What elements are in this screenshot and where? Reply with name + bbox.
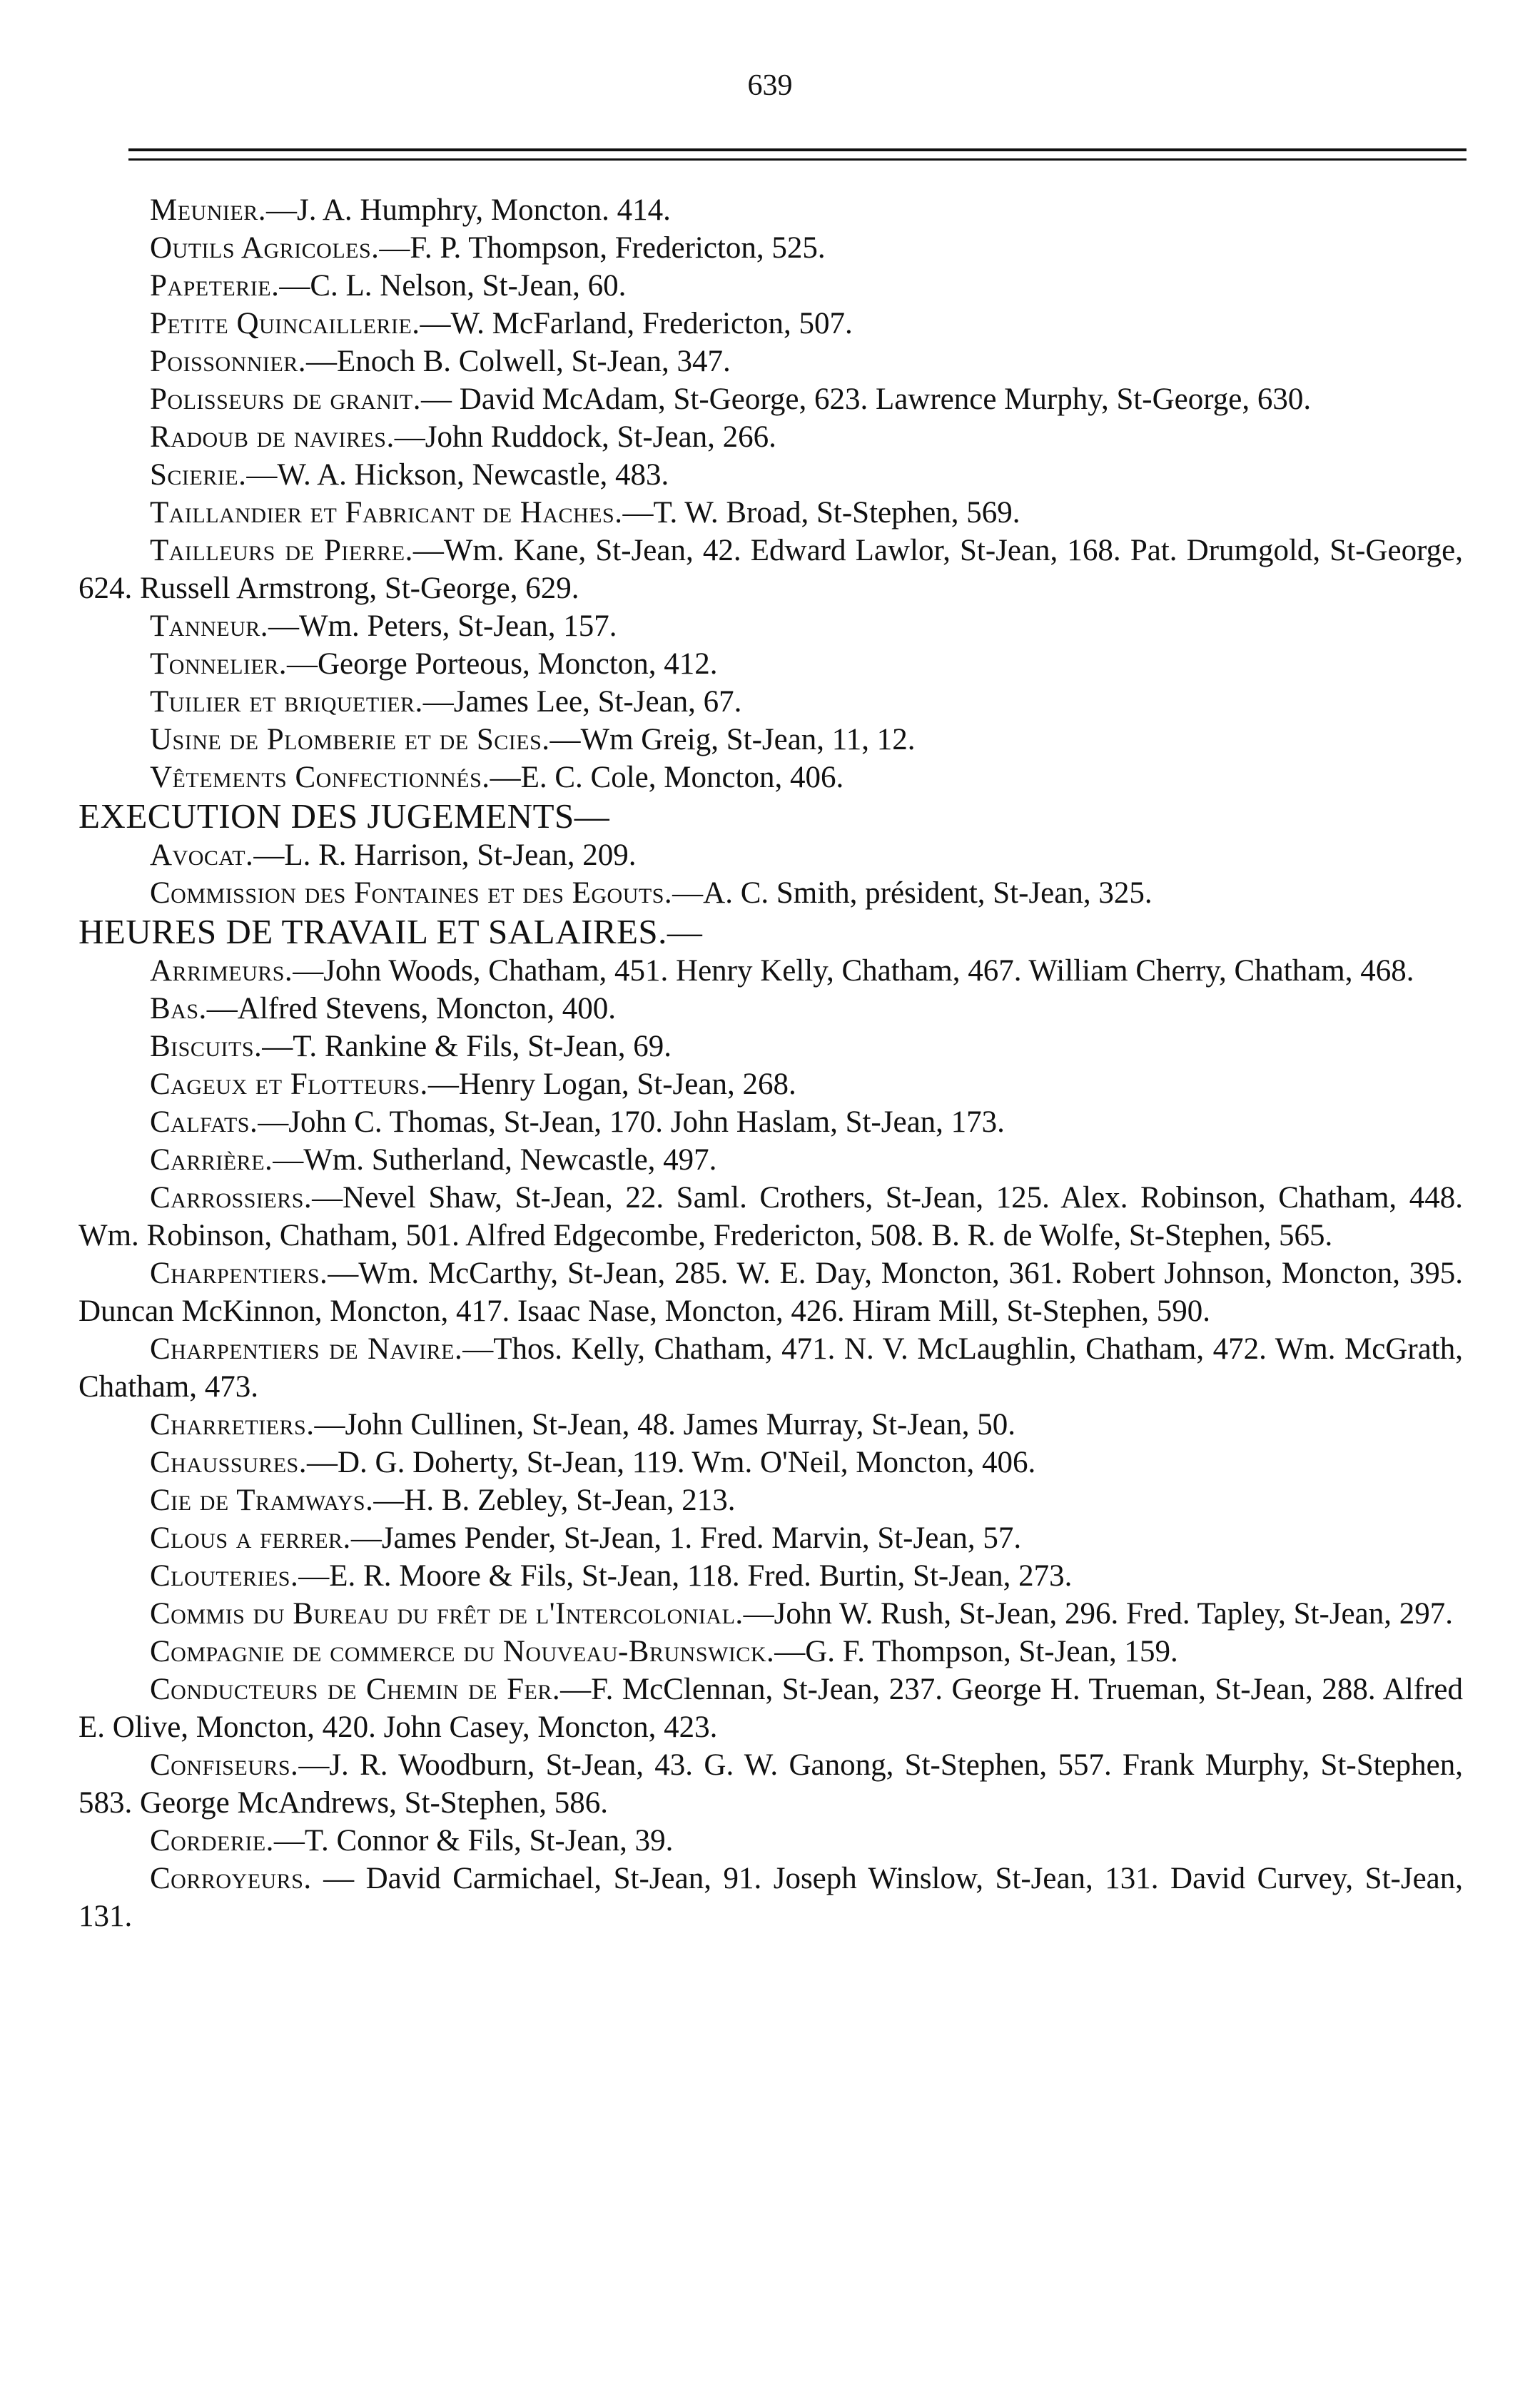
entry-heading: Meunier. [150, 193, 266, 227]
entry-heading: Usine de Plomberie et de Scies. [150, 723, 550, 756]
entry-paragraph [78, 607, 1463, 645]
entry-paragraph [78, 952, 1463, 990]
entry-heading: Poissonnier. [150, 345, 307, 378]
entry-heading: Tanneur. [150, 609, 269, 643]
entry-paragraph [78, 990, 1463, 1028]
entry-text: —W. A. Hickson, Newcastle, 483. [246, 458, 669, 492]
entry-heading: Conducteurs de Chemin de Fer. [150, 1673, 561, 1706]
entry-paragraph [78, 1671, 1463, 1746]
entry-text: —John C. Thomas, St-Jean, 170. John Haslam, St-Jean, 173. [258, 1105, 1005, 1139]
entry-paragraph [78, 1103, 1463, 1141]
entry-paragraph [78, 380, 1463, 418]
entry-heading: Tailleurs de Pierre. [150, 534, 413, 567]
entry-text: —A. C. Smith, président, St-Jean, 325. [672, 876, 1153, 910]
entry-heading: Outils Agricoles. [150, 231, 380, 265]
entry-text: —Thos. Kelly, Chatham, 471. N. V. McLaughlin, Chatham, 472. Wm. McGrath, Chatham, 473. [78, 1332, 1463, 1404]
entry-heading: Biscuits. [150, 1030, 263, 1063]
entry-text: —Henry Logan, St-Jean, 268. [427, 1068, 796, 1101]
entry-text: —H. B. Zebley, St-Jean, 213. [373, 1484, 736, 1517]
entry-text: —John Ruddock, St-Jean, 266. [394, 420, 776, 454]
entry-paragraph [78, 1519, 1463, 1557]
entry-text: —Wm. McCarthy, St-Jean, 285. W. E. Day, Moncton, 361. Robert Johnson, Moncton, 395. Duncan McKinnon, Moncton, 417. Isaac Nase, Moncton, 426. Hiram Mill, St-Stephen, 590. [78, 1257, 1463, 1328]
entry-paragraph [78, 1255, 1463, 1330]
entry-text: —Wm. Kane, St-Jean, 42. Edward Lawlor, St-Jean, 168. Pat. Drumgold, St-George, 624. Russell Armstrong, St-George, 629. [78, 534, 1464, 605]
entry-heading: Charretiers. [150, 1408, 315, 1441]
entry-heading: Charpentiers. [150, 1257, 328, 1290]
entry-text: —Enoch B. Colwell, St-Jean, 347. [306, 345, 731, 378]
entry-text: —Wm. Sutherland, Newcastle, 497. [273, 1143, 717, 1177]
entry-paragraph [78, 1444, 1463, 1481]
entry-paragraph [78, 1406, 1463, 1444]
entry-heading: Papeterie. [150, 269, 280, 303]
entry-paragraph [78, 874, 1463, 912]
entry-heading: Carrossiers. [150, 1181, 313, 1215]
entry-heading: Bas. [150, 992, 207, 1025]
entry-text: —Nevel Shaw, St-Jean, 22. Saml. Crothers, St-Jean, 125. Alex. Robinson, Chatham, 448. Wm. Robinson, Chatham, 501. Alfred Edgecombe, Fredericton, 508. B. R. de Wolfe, St-Stephen, 565. [78, 1181, 1463, 1252]
entry-text: —G. F. Thompson, St-Jean, 159. [774, 1635, 1178, 1668]
entry-text: —John Cullinen, St-Jean, 48. James Murray, St-Jean, 50. [314, 1408, 1015, 1441]
entry-text: —John W. Rush, St-Jean, 296. Fred. Tapley, St-Jean, 297. [743, 1597, 1453, 1631]
entry-paragraph [78, 1633, 1463, 1671]
entry-text: —F. McClennan, St-Jean, 237. George H. Trueman, St-Jean, 288. Alfred E. Olive, Moncton, 420. John Casey, Moncton, 423. [78, 1673, 1463, 1744]
entry-paragraph [78, 645, 1463, 683]
entry-text: —C. L. Nelson, St-Jean, 60. [279, 269, 627, 303]
entry-text: —Alfred Stevens, Moncton, 400. [206, 992, 617, 1025]
entry-heading: Taillandier et Fabricant de Haches. [150, 496, 623, 529]
entry-heading: Vêtements Confectionnés. [150, 761, 490, 794]
entry-heading: Corroyeurs. [150, 1862, 312, 1895]
entry-heading: Charpentiers de Navire. [150, 1332, 463, 1366]
entry-paragraph [78, 343, 1463, 380]
entry-paragraph [78, 1141, 1463, 1179]
entry-text: —James Pender, St-Jean, 1. Fred. Marvin, St-Jean, 57. [350, 1521, 1022, 1555]
entry-heading: Petite Quincaillerie. [150, 307, 420, 340]
entry-heading: Cageux et Flotteurs. [150, 1068, 428, 1101]
entry-paragraph [78, 418, 1463, 456]
entry-text: —L. R. Harrison, St-Jean, 209. [253, 838, 637, 872]
entry-paragraph [78, 683, 1463, 721]
entry-heading: Compagnie de commerce du Nouveau-Brunswick. [150, 1635, 775, 1668]
entry-text: —F. P. Thompson, Fredericton, 525. [379, 231, 826, 265]
entry-paragraph [78, 532, 1463, 607]
entry-text: — David McAdam, St-George, 623. Lawrence Murphy, St-George, 630. [421, 382, 1312, 416]
entry-paragraph [78, 759, 1463, 796]
page-number: 639 [747, 69, 793, 102]
entry-heading: Radoub de navires. [150, 420, 395, 454]
entry-paragraph [78, 229, 1463, 267]
entry-paragraph [78, 305, 1463, 343]
entry-text: —W. McFarland, Fredericton, 507. [420, 307, 853, 340]
entry-paragraph [78, 1822, 1463, 1860]
entry-text: —T. W. Broad, St-Stephen, 569. [622, 496, 1020, 529]
entry-text: —James Lee, St-Jean, 67. [422, 685, 742, 719]
entry-text: —J. R. Woodburn, St-Jean, 43. G. W. Ganong, St-Stephen, 557. Frank Murphy, St-Stephen, 583. George McAndrews, St-Stephen, 586. [78, 1748, 1463, 1820]
entry-heading: Tonnelier. [150, 647, 287, 681]
entry-heading: Carrière. [150, 1143, 273, 1177]
entry-heading: Cie de Tramways. [150, 1484, 374, 1517]
entry-heading: Clouteries. [150, 1559, 299, 1593]
entry-paragraph [78, 1028, 1463, 1065]
entry-heading: Tuilier et briquetier. [150, 685, 423, 719]
entry-heading: Clous a ferrer. [150, 1521, 351, 1555]
entry-heading: Commis du Bureau du frêt de l'Intercolonial. [150, 1597, 744, 1631]
entry-paragraph [78, 456, 1463, 494]
entry-paragraph [78, 1065, 1463, 1103]
entry-text: —D. G. Doherty, St-Jean, 119. Wm. O'Neil, Moncton, 406. [306, 1446, 1036, 1479]
header-rule-thick [128, 148, 1466, 151]
header-rule-thin [128, 158, 1466, 161]
entry-text: —Wm Greig, St-Jean, 11, 12. [549, 723, 916, 756]
entry-paragraph [78, 494, 1463, 532]
entry-text: —Wm. Peters, St-Jean, 157. [268, 609, 617, 643]
entry-paragraph [78, 1557, 1463, 1595]
entry-heading: Confiseurs. [150, 1748, 299, 1782]
entry-heading: Calfats. [150, 1105, 258, 1139]
entry-paragraph [78, 267, 1463, 305]
entry-heading: Arrimeurs. [150, 954, 293, 988]
body-text [78, 191, 1463, 1935]
entry-paragraph [78, 1746, 1463, 1822]
entry-heading: Commission des Fontaines et des Egouts. [150, 876, 673, 910]
entry-paragraph [78, 836, 1463, 874]
entry-heading: Corderie. [150, 1824, 274, 1858]
entry-text: —E. C. Cole, Moncton, 406. [490, 761, 844, 794]
section-heading: HEURES DE TRAVAIL ET SALAIRES.— [78, 912, 703, 951]
entry-text: —T. Rankine & Fils, St-Jean, 69. [262, 1030, 672, 1063]
entry-text: —E. R. Moore & Fils, St-Jean, 118. Fred. Burtin, St-Jean, 273. [298, 1559, 1073, 1593]
entry-text: —George Porteous, Moncton, 412. [287, 647, 718, 681]
entry-heading: Avocat. [150, 838, 254, 872]
entry-text: —T. Connor & Fils, St-Jean, 39. [273, 1824, 674, 1858]
entry-heading: Polisseurs de granit. [150, 382, 422, 416]
entry-text: —John Woods, Chatham, 451. Henry Kelly, Chatham, 467. William Cherry, Chatham, 468. [293, 954, 1414, 988]
entry-paragraph [78, 1860, 1463, 1935]
entry-heading: Scierie. [150, 458, 247, 492]
entry-paragraph [78, 721, 1463, 759]
entry-paragraph [78, 191, 1463, 229]
entry-paragraph [78, 1330, 1463, 1406]
entry-text: —J. A. Humphry, Moncton. 414. [265, 193, 671, 227]
entry-paragraph [78, 1481, 1463, 1519]
entry-heading: Chaussures. [150, 1446, 307, 1479]
entry-paragraph [78, 1595, 1463, 1633]
entry-text: — David Carmichael, St-Jean, 91. Joseph Winslow, St-Jean, 131. David Curvey, St-Jean, 131. [78, 1862, 1463, 1933]
entry-paragraph [78, 1179, 1463, 1255]
section-heading: EXECUTION DES JUGEMENTS— [78, 796, 610, 836]
